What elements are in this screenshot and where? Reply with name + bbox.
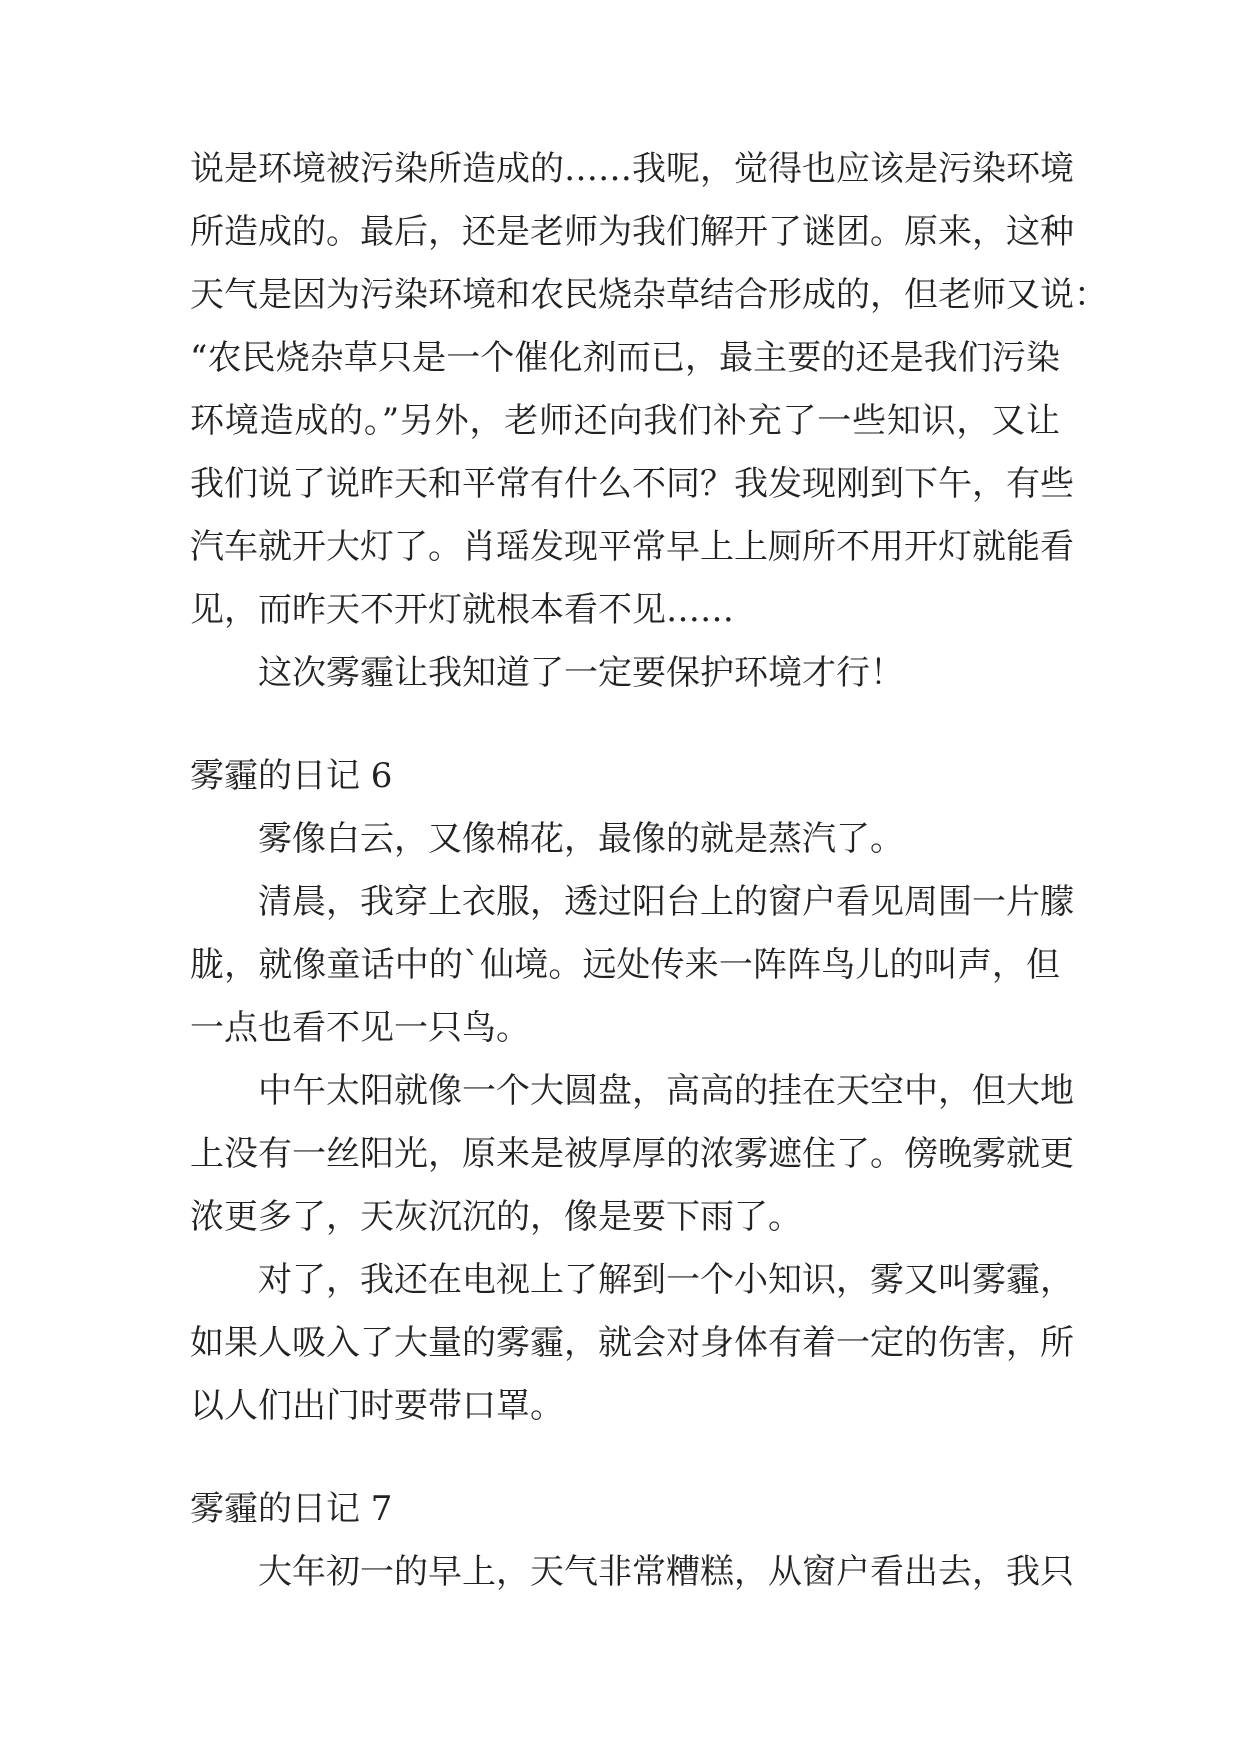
paragraph-line: 清晨，我穿上衣服，透过阳台上的窗户看见周围一片朦	[258, 882, 1074, 922]
paragraph-line: 所造成的。最后，还是老师为我们解开了谜团。原来，这种	[190, 212, 1074, 252]
paragraph-line: 天气是因为污染环境和农民烧杂草结合形成的，但老师又说：	[190, 275, 1108, 315]
paragraph-line: 环境造成的。”另外，老师还向我们补充了一些知识，又让	[190, 401, 1060, 441]
paragraph-line: 雾像白云，又像棉花，最像的就是蒸汽了。	[258, 819, 904, 859]
paragraph-line: 一点也看不见一只鸟。	[190, 1008, 530, 1048]
paragraph-line: 对了，我还在电视上了解到一个小知识，雾又叫雾霾，	[258, 1260, 1074, 1300]
paragraph-line: 中午太阳就像一个大圆盘，高高的挂在天空中，但大地	[258, 1071, 1074, 1111]
section-title: 雾霾的日记 7	[190, 1489, 393, 1529]
paragraph-line: 以人们出门时要带口罩。	[190, 1386, 564, 1426]
section-title: 雾霾的日记 6	[190, 756, 393, 796]
paragraph-line: 胧，就像童话中的`仙境。远处传来一阵阵鸟儿的叫声，但	[190, 945, 1060, 985]
paragraph-line: 说是环境被污染所造成的……我呢，觉得也应该是污染环境	[190, 149, 1074, 189]
paragraph-closing: 这次雾霾让我知道了一定要保护环境才行！	[258, 653, 904, 693]
paragraph-line: 我们说了说昨天和平常有什么不同？我发现刚到下午，有些	[190, 464, 1074, 504]
paragraph-line: 如果人吸入了大量的雾霾，就会对身体有着一定的伤害，所	[190, 1323, 1074, 1363]
paragraph-line: 上没有一丝阳光，原来是被厚厚的浓雾遮住了。傍晚雾就更	[190, 1134, 1074, 1174]
paragraph-line: 见，而昨天不开灯就根本看不见……	[190, 590, 734, 630]
paragraph-line: 大年初一的早上，天气非常糟糕，从窗户看出去，我只	[258, 1552, 1074, 1592]
paragraph-line: “农民烧杂草只是一个催化剂而已，最主要的还是我们污染	[190, 338, 1060, 378]
paragraph-line: 浓更多了，天灰沉沉的，像是要下雨了。	[190, 1197, 802, 1237]
paragraph-line: 汽车就开大灯了。肖瑶发现平常早上上厕所不用开灯就能看	[190, 527, 1074, 567]
